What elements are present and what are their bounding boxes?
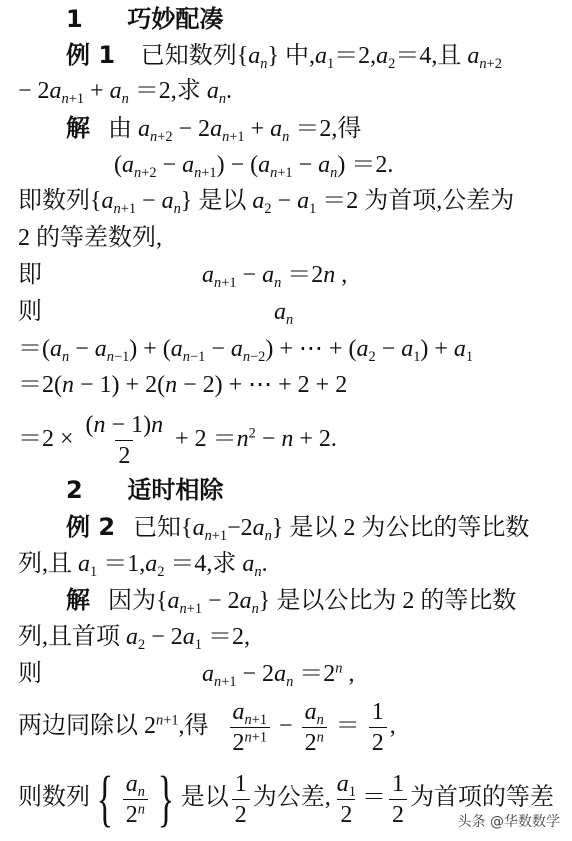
example-2-line-1: 例 2 已知$\{a_{n+1}-2a_n\}$ 是以 2 为公比的等比数 bbox=[66, 513, 530, 545]
watermark: 头条 @华数数学 bbox=[457, 814, 560, 830]
solution-2-line-4: 两边同除以 $2^{n+1}$,得 $\frac{a_{n+1}}{2^{n+1}}$ − $\frac{a_n}{2^n}$ ＝ $\frac{1}{2}$ , bbox=[18, 699, 396, 756]
fraction: $\frac{1}{2}$ bbox=[369, 697, 387, 758]
fraction: $\frac{a_1}{2}$ bbox=[336, 770, 356, 828]
section-1-heading bbox=[66, 4, 223, 34]
solution-1-line-4: 2 的等差数列, bbox=[18, 225, 162, 251]
example-1-statement-part-1: 已知数列$\{a_n\}$ 中$,a_1=2,a_2=4$,且 $a_{n+2}$ bbox=[122, 43, 502, 73]
solution-1-line-8: ＝2(n − 1) + 2(n − 2) + ⋯ + 2 + 2 bbox=[18, 372, 348, 398]
example-2-label: 例 2 bbox=[66, 513, 116, 541]
solution-1-line-7: $=(a_n - a_{n-1}) + (a_{n-1} - a_{n-2})$ + ⋯ + $(a_2 - a_1) + a_1$ bbox=[18, 336, 474, 366]
fraction: $\frac{1}{2}$ bbox=[389, 769, 407, 830]
right-brace: } bbox=[157, 765, 175, 833]
section-2-number: 2 bbox=[66, 476, 83, 504]
solution-2-line-1: 解 因为$\{a_{n+1} - 2a_n\}$ 是以公比为 2 的等比数 bbox=[66, 586, 517, 618]
example-1-line-1 bbox=[66, 40, 502, 71]
section-1-number: 1 bbox=[66, 5, 83, 33]
solution-1-line-2: $(a_{n+2} - a_{n+1}) - (a_{n+1} - a_n) =2$. bbox=[114, 152, 394, 182]
example-1-line-2: − $2a_{n+1} + a_n =2$,求 $a_n$. bbox=[18, 78, 233, 108]
section-1-title: 巧妙配凑 bbox=[127, 5, 224, 33]
solution-1-line-6: 则 $a_n$ bbox=[18, 299, 294, 329]
fraction: $\frac{a_n}{2^n}$ bbox=[302, 697, 327, 758]
solution-1-label: 解 bbox=[66, 114, 90, 142]
section-2-title: 适时相除 bbox=[127, 476, 224, 504]
fraction: $\frac{(n - 1)n}{2}$ bbox=[85, 412, 164, 469]
fraction: $\frac{1}{2}$ bbox=[232, 769, 250, 830]
solution-2-line-2: 列,且首项 $a_2 - 2a_1 =2$, bbox=[18, 624, 250, 654]
solution-2-line-5: 则数列 { $\frac{a_n}{2^n}$ } 是以 $\frac{1}{2}$ 为公差, $\frac{a_1}{2}$ ＝ $\frac{1}{2}$ 为首项的等差 bbox=[18, 765, 554, 833]
example-2-line-2: 列,且 $a_1 =1,a_2 =4$,求 $a_n$. bbox=[18, 551, 268, 581]
fraction: $\frac{a_n}{2^n}$ bbox=[123, 769, 148, 830]
solution-2-line-3: 则 $a_{n+1} - 2a_n =2^n$ , bbox=[18, 660, 355, 691]
left-brace: { bbox=[96, 765, 114, 833]
solution-1-line-1: 解 由 $a_{n+2} - 2a_{n+1} + a_n =2$,得 bbox=[66, 114, 362, 146]
solution-1-line-3: 即数列$\{a_{n+1} - a_n\}$ 是以 $a_2 - a_1 =2$ 为首项,公差为 bbox=[18, 188, 515, 218]
solution-2-label: 解 bbox=[66, 586, 90, 614]
section-2-heading bbox=[66, 475, 223, 505]
solution-1-line-5: 即 $a_{n+1} - a_n =2n$ , bbox=[18, 262, 348, 292]
example-1-label: 例 1 bbox=[66, 41, 116, 69]
solution-1-line-9: ＝2 × $\frac{(n - 1)n}{2}$ + $2 =n^2 - n + 2$. bbox=[18, 412, 337, 469]
fraction: $\frac{a_{n+1}}{2^{n+1}}$ bbox=[230, 697, 271, 758]
